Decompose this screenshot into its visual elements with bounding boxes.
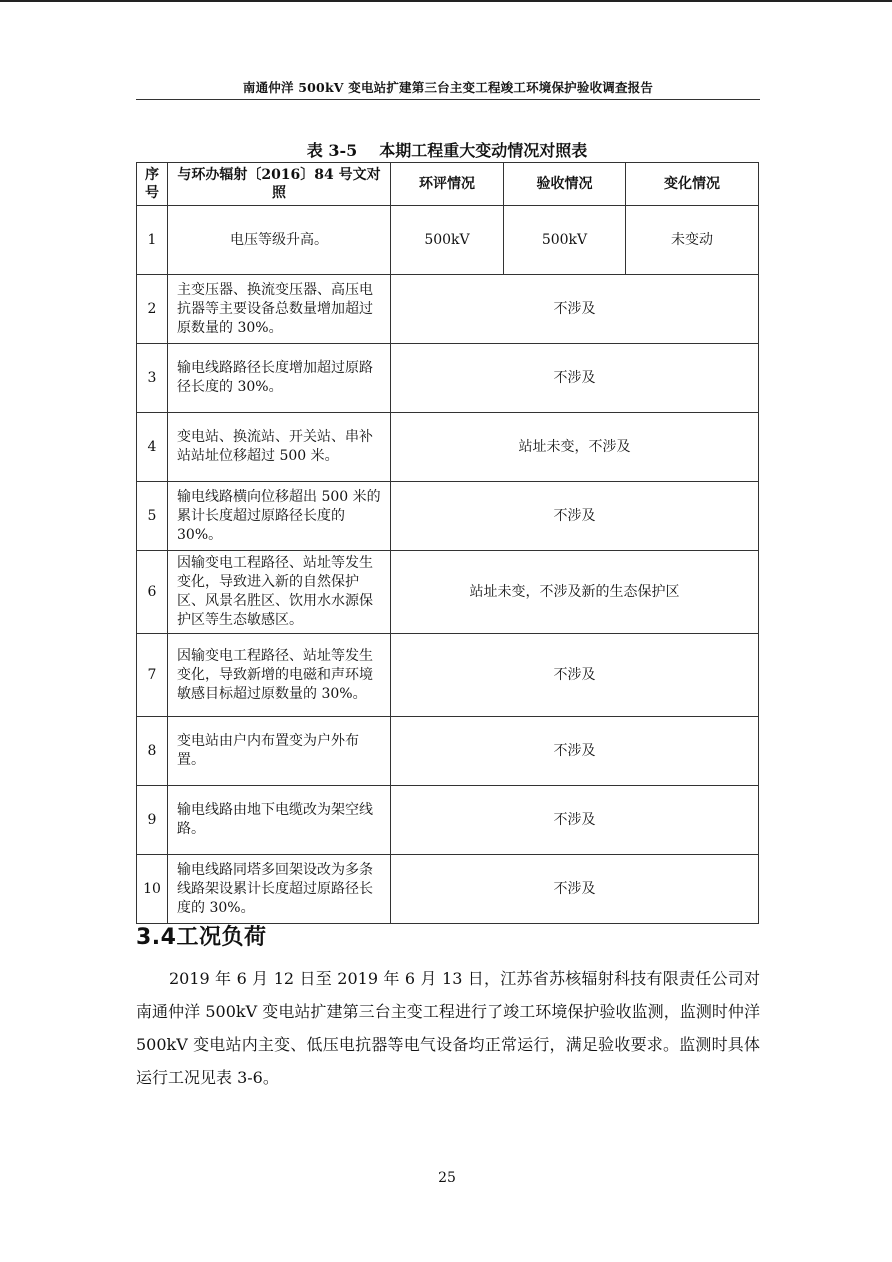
row-index: 3 bbox=[137, 344, 168, 413]
row-index: 7 bbox=[137, 634, 168, 717]
row-status: 不涉及 bbox=[391, 855, 759, 924]
row-status: 不涉及 bbox=[391, 717, 759, 786]
row-item: 变电站、换流站、开关站、串补站站址位移超过 500 米。 bbox=[168, 413, 391, 482]
table-caption-title: 本期工程重大变动情况对照表 bbox=[379, 141, 588, 160]
body-paragraph: 2019 年 6 月 12 日至 2019 年 6 月 13 日，江苏省苏核辐射科技有限责任公司对南通仲洋 500kV 变电站扩建第三台主变工程进行了竣工环境保护验收监测，监测时仲洋 500kV 变电站内主变、低压电抗器等电气设备均正常运行，满足验收要求。监测时具体运行工况见表 3-6。 bbox=[136, 969, 760, 1087]
row-index: 10 bbox=[137, 855, 168, 924]
top-border bbox=[0, 0, 892, 2]
header-index: 序号 bbox=[137, 163, 168, 206]
row-index: 8 bbox=[137, 717, 168, 786]
header-divider bbox=[136, 99, 760, 100]
header-item: 与环办辐射〔2016〕84 号文对照 bbox=[168, 163, 391, 206]
row-eia: 500kV bbox=[391, 206, 504, 275]
row-status: 站址未变，不涉及 bbox=[391, 413, 759, 482]
row-index: 5 bbox=[137, 482, 168, 551]
table-row bbox=[137, 634, 759, 717]
row-item: 主变压器、换流变压器、高压电抗器等主要设备总数量增加超过原数量的 30%。 bbox=[168, 275, 391, 344]
header-acceptance: 验收情况 bbox=[504, 163, 626, 206]
row-index: 1 bbox=[137, 206, 168, 275]
table-row bbox=[137, 855, 759, 924]
header-eia: 环评情况 bbox=[391, 163, 504, 206]
row-index: 6 bbox=[137, 551, 168, 634]
table-caption-number: 表 3-5 bbox=[306, 141, 358, 160]
page-number: 25 bbox=[438, 1170, 456, 1186]
row-item: 电压等级升高。 bbox=[168, 206, 391, 275]
row-item: 输电线路同塔多回架设改为多条线路架设累计长度超过原路径长度的 30%。 bbox=[168, 855, 391, 924]
table-row bbox=[137, 482, 759, 551]
row-item: 变电站由户内布置变为户外布置。 bbox=[168, 717, 391, 786]
row-status: 站址未变，不涉及新的生态保护区 bbox=[391, 551, 759, 634]
row-item: 因输变电工程路径、站址等发生变化，导致进入新的自然保护区、风景名胜区、饮用水水源保护区等生态敏感区。 bbox=[168, 551, 391, 634]
page-header: 南通仲洋 500kV 变电站扩建第三台主变工程竣工环境保护验收调查报告 bbox=[242, 80, 654, 95]
row-change: 未变动 bbox=[626, 206, 759, 275]
row-item: 因输变电工程路径、站址等发生变化，导致新增的电磁和声环境敏感目标超过原数量的 30%。 bbox=[168, 634, 391, 717]
row-item: 输电线路由地下电缆改为架空线路。 bbox=[168, 786, 391, 855]
row-status: 不涉及 bbox=[391, 786, 759, 855]
section-heading: 3.4工况负荷 bbox=[136, 925, 267, 950]
table-row bbox=[137, 206, 759, 275]
row-acceptance: 500kV bbox=[504, 206, 626, 275]
major-change-table bbox=[136, 162, 759, 924]
row-status: 不涉及 bbox=[391, 344, 759, 413]
table-row bbox=[137, 786, 759, 855]
table-row bbox=[137, 413, 759, 482]
row-status: 不涉及 bbox=[391, 275, 759, 344]
table-row bbox=[137, 275, 759, 344]
row-index: 9 bbox=[137, 786, 168, 855]
table-row bbox=[137, 717, 759, 786]
table-row bbox=[137, 344, 759, 413]
row-index: 4 bbox=[137, 413, 168, 482]
row-index: 2 bbox=[137, 275, 168, 344]
row-item: 输电线路横向位移超出 500 米的累计长度超过原路径长度的 30%。 bbox=[168, 482, 391, 551]
row-status: 不涉及 bbox=[391, 482, 759, 551]
row-item: 输电线路路径长度增加超过原路径长度的 30%。 bbox=[168, 344, 391, 413]
table-caption bbox=[136, 138, 758, 161]
table-header-row bbox=[137, 163, 759, 206]
table-row bbox=[137, 551, 759, 634]
header-change: 变化情况 bbox=[626, 163, 759, 206]
row-status: 不涉及 bbox=[391, 634, 759, 717]
